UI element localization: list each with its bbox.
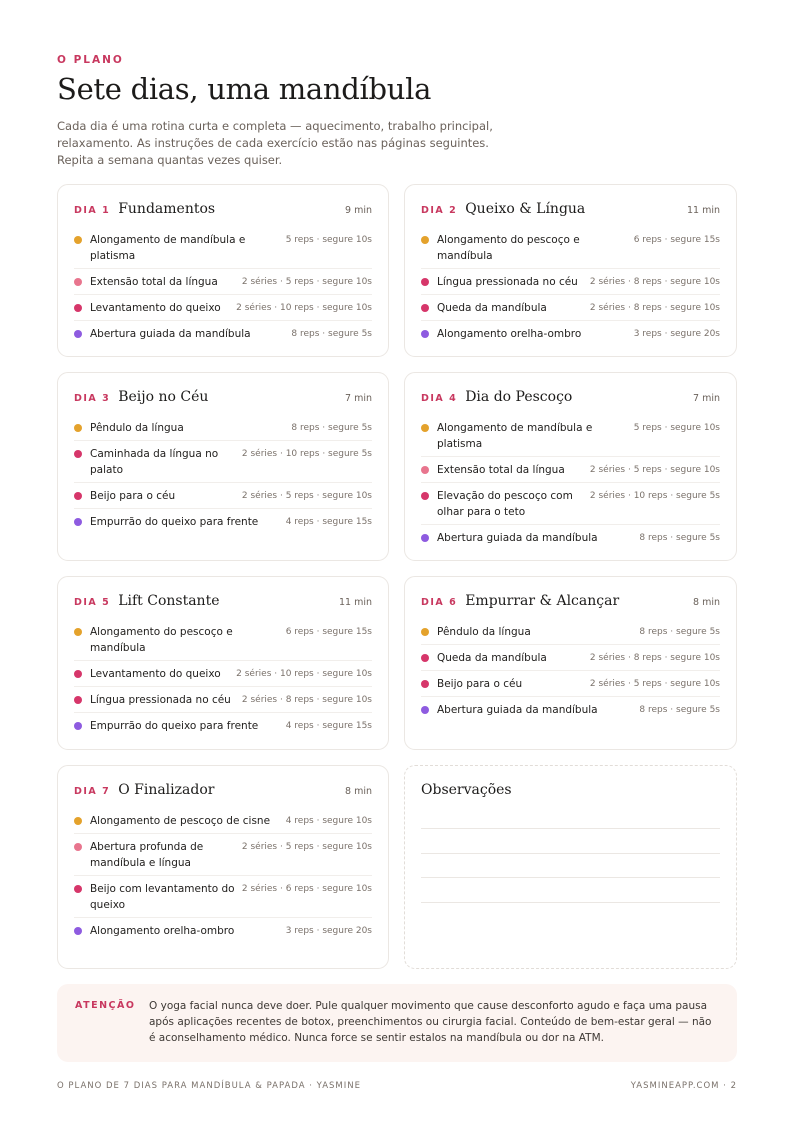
exercise-dose: 4 reps · segure 15s — [285, 721, 372, 731]
notes-box — [404, 765, 737, 969]
exercise-row — [74, 227, 372, 269]
day-card-header — [421, 593, 720, 613]
exercise-name: Beijo para o céu — [437, 678, 523, 690]
exercise-dose: 2 séries · 10 reps · segure 10s — [236, 669, 372, 679]
phase-dot-icon — [421, 628, 429, 636]
phase-dot-icon — [74, 670, 82, 678]
phase-dot-icon — [74, 885, 82, 893]
day-card-header — [421, 201, 720, 221]
exercise-dose: 6 reps · segure 15s — [285, 627, 372, 637]
exercise-name: Alongamento do pescoço e mandíbula — [90, 626, 233, 654]
day-duration: 8 min — [345, 786, 372, 797]
exercise-list — [421, 619, 720, 722]
phase-dot-icon — [74, 450, 82, 458]
phase-dot-icon — [421, 654, 429, 662]
exercise-row — [421, 645, 720, 671]
phase-dot-icon — [421, 680, 429, 688]
day-card — [57, 372, 389, 561]
day-card — [57, 765, 389, 969]
exercise-name: Língua pressionada no céu — [437, 276, 578, 288]
phase-dot-icon — [74, 817, 82, 825]
phase-dot-icon — [421, 330, 429, 338]
exercise-name: Queda da mandíbula — [437, 652, 547, 664]
exercise-row — [421, 619, 720, 645]
day-duration: 7 min — [345, 393, 372, 404]
exercise-dose: 2 séries · 5 reps · segure 10s — [241, 491, 372, 501]
exercise-row — [74, 509, 372, 534]
exercise-dose: 3 reps · segure 20s — [285, 926, 372, 936]
phase-dot-icon — [421, 278, 429, 286]
day-title: Queixo & Língua — [465, 201, 586, 217]
day-duration: 11 min — [686, 205, 720, 216]
day-card-header — [74, 201, 372, 221]
exercise-dose: 2 séries · 8 reps · segure 10s — [589, 277, 720, 287]
phase-dot-icon — [74, 236, 82, 244]
exercise-name: Caminhada da língua no palato — [90, 448, 219, 476]
exercise-dose: 2 séries · 5 reps · segure 10s — [241, 277, 372, 287]
exercise-dose: 8 reps · segure 5s — [291, 329, 372, 339]
exercise-row — [74, 295, 372, 321]
exercise-dose: 2 séries · 10 reps · segure 5s — [589, 491, 720, 501]
exercise-name: Língua pressionada no céu — [90, 694, 231, 706]
exercise-dose: 8 reps · segure 5s — [639, 533, 720, 543]
exercise-row — [421, 525, 720, 550]
phase-dot-icon — [74, 518, 82, 526]
day-label: DIA 7 — [74, 786, 111, 797]
exercise-row — [74, 441, 372, 483]
exercise-dose: 5 reps · segure 10s — [285, 235, 372, 245]
warning-box — [57, 984, 737, 1062]
phase-dot-icon — [74, 843, 82, 851]
exercise-row — [421, 457, 720, 483]
exercise-name: Beijo com levantamento do queixo — [90, 883, 235, 911]
phase-dot-icon — [74, 424, 82, 432]
day-title: Dia do Pescoço — [465, 389, 573, 405]
exercise-row — [74, 687, 372, 713]
day-label: DIA 5 — [74, 597, 111, 608]
phase-dot-icon — [74, 722, 82, 730]
exercise-row — [74, 808, 372, 834]
exercise-row — [74, 619, 372, 661]
intro-text: Cada dia é uma rotina curta e completa — aquecimento, trabalho principal, relaxamento. As instruções de cada exercício estão nas páginas seguintes. Repita a semana quantas vezes quiser. — [57, 119, 493, 167]
page-title: Sete dias, uma mandíbula — [57, 72, 432, 106]
exercise-list — [421, 415, 720, 550]
phase-dot-icon — [74, 927, 82, 935]
exercise-name: Alongamento de mandíbula e platisma — [437, 422, 593, 450]
exercise-name: Empurrão do queixo para frente — [90, 516, 259, 528]
exercise-name: Empurrão do queixo para frente — [90, 720, 259, 732]
day-title: Lift Constante — [118, 593, 220, 609]
exercise-row — [421, 697, 720, 722]
exercise-dose: 2 séries · 8 reps · segure 10s — [589, 653, 720, 663]
warning-text: O yoga facial nunca deve doer. Pule qualquer movimento que cause desconforto agudo e faça uma pausa após aplicações recentes de botox, preenchimentos ou cirurgia facial. Conteúdo de bem-estar geral — não é aconselhamento médico. Nunca force se sentir estalos na mandíbula ou dor na ATM. — [149, 1000, 712, 1044]
day-duration: 9 min — [345, 205, 372, 216]
day-label: DIA 4 — [421, 393, 458, 404]
exercise-dose: 8 reps · segure 5s — [639, 705, 720, 715]
footer-page: YASMINEAPP.COM · 2 — [630, 1081, 737, 1091]
exercise-row — [421, 269, 720, 295]
exercise-name: Alongamento orelha-ombro — [437, 328, 582, 340]
note-line — [421, 877, 720, 878]
day-card — [57, 184, 389, 357]
phase-dot-icon — [421, 534, 429, 542]
exercise-row — [74, 876, 372, 918]
phase-dot-icon — [421, 236, 429, 244]
exercise-row — [74, 321, 372, 346]
phase-dot-icon — [74, 696, 82, 704]
exercise-row — [421, 415, 720, 457]
day-card-header — [74, 389, 372, 409]
exercise-name: Levantamento do queixo — [90, 668, 221, 680]
day-duration: 11 min — [338, 597, 372, 608]
footer-title: O PLANO DE 7 DIAS PARA MANDÍBULA & PAPADA · YASMINE — [57, 1081, 361, 1091]
exercise-list — [74, 415, 372, 534]
exercise-name: Beijo para o céu — [90, 490, 176, 502]
exercise-dose: 2 séries · 8 reps · segure 10s — [589, 303, 720, 313]
exercise-name: Alongamento de mandíbula e platisma — [90, 234, 246, 262]
exercise-name: Alongamento orelha-ombro — [90, 925, 235, 937]
note-line — [421, 902, 720, 903]
exercise-row — [421, 321, 720, 346]
phase-dot-icon — [421, 492, 429, 500]
phase-dot-icon — [74, 628, 82, 636]
exercise-dose: 8 reps · segure 5s — [291, 423, 372, 433]
exercise-row — [74, 483, 372, 509]
day-title: Fundamentos — [118, 201, 216, 217]
phase-dot-icon — [74, 278, 82, 286]
day-card-header — [74, 782, 372, 802]
exercise-list — [74, 808, 372, 943]
phase-dot-icon — [74, 330, 82, 338]
phase-dot-icon — [421, 466, 429, 474]
day-duration: 8 min — [693, 597, 720, 608]
exercise-list — [421, 227, 720, 346]
exercise-name: Alongamento de pescoço de cisne — [90, 815, 271, 827]
exercise-row — [421, 227, 720, 269]
exercise-dose: 3 reps · segure 20s — [633, 329, 720, 339]
exercise-row — [74, 834, 372, 876]
exercise-name: Queda da mandíbula — [437, 302, 547, 314]
day-card — [57, 576, 389, 750]
notes-title: Observações — [421, 782, 512, 798]
exercise-row — [421, 295, 720, 321]
day-card — [404, 576, 737, 750]
note-line — [421, 828, 720, 829]
exercise-dose: 2 séries · 6 reps · segure 10s — [241, 884, 372, 894]
exercise-dose: 5 reps · segure 10s — [633, 423, 720, 433]
exercise-dose: 2 séries · 5 reps · segure 10s — [589, 465, 720, 475]
plan-eyebrow: O PLANO — [57, 54, 124, 66]
day-duration: 7 min — [693, 393, 720, 404]
exercise-row — [74, 661, 372, 687]
exercise-name: Levantamento do queixo — [90, 302, 221, 314]
exercise-name: Elevação do pescoço com olhar para o teto — [437, 490, 573, 518]
warning-label: ATENÇÃO — [75, 1000, 136, 1011]
exercise-name: Pêndulo da língua — [437, 626, 531, 638]
exercise-name: Abertura guiada da mandíbula — [90, 328, 251, 340]
exercise-row — [421, 671, 720, 697]
phase-dot-icon — [74, 492, 82, 500]
exercise-row — [74, 713, 372, 738]
note-line — [421, 853, 720, 854]
phase-dot-icon — [421, 424, 429, 432]
exercise-name: Extensão total da língua — [90, 276, 218, 288]
phase-dot-icon — [74, 304, 82, 312]
day-label: DIA 1 — [74, 205, 111, 216]
day-card — [404, 184, 737, 357]
day-title: Empurrar & Alcançar — [465, 593, 620, 609]
exercise-row — [74, 918, 372, 943]
phase-dot-icon — [421, 304, 429, 312]
day-label: DIA 2 — [421, 205, 458, 216]
exercise-dose: 8 reps · segure 5s — [639, 627, 720, 637]
exercise-dose: 2 séries · 10 reps · segure 10s — [236, 303, 372, 313]
day-card-header — [74, 593, 372, 613]
day-label: DIA 3 — [74, 393, 111, 404]
exercise-name: Abertura guiada da mandíbula — [437, 532, 598, 544]
exercise-dose: 4 reps · segure 15s — [285, 517, 372, 527]
exercise-row — [74, 269, 372, 295]
exercise-name: Alongamento do pescoço e mandíbula — [437, 234, 580, 262]
exercise-dose: 6 reps · segure 15s — [633, 235, 720, 245]
exercise-dose: 2 séries · 5 reps · segure 10s — [241, 842, 372, 852]
exercise-list — [74, 227, 372, 346]
phase-dot-icon — [421, 706, 429, 714]
exercise-dose: 2 séries · 8 reps · segure 10s — [241, 695, 372, 705]
exercise-row — [421, 483, 720, 525]
exercise-name: Abertura guiada da mandíbula — [437, 704, 598, 716]
day-title: Beijo no Céu — [118, 389, 209, 405]
exercise-name: Extensão total da língua — [437, 464, 565, 476]
day-card — [404, 372, 737, 561]
exercise-dose: 2 séries · 10 reps · segure 5s — [241, 449, 372, 459]
exercise-name: Abertura profunda de mandíbula e língua — [90, 841, 204, 869]
exercise-list — [74, 619, 372, 738]
exercise-dose: 2 séries · 5 reps · segure 10s — [589, 679, 720, 689]
exercise-name: Pêndulo da língua — [90, 422, 184, 434]
day-card-header — [421, 389, 720, 409]
day-title: O Finalizador — [118, 782, 215, 798]
exercise-row — [74, 415, 372, 441]
day-label: DIA 6 — [421, 597, 458, 608]
exercise-dose: 4 reps · segure 10s — [285, 816, 372, 826]
